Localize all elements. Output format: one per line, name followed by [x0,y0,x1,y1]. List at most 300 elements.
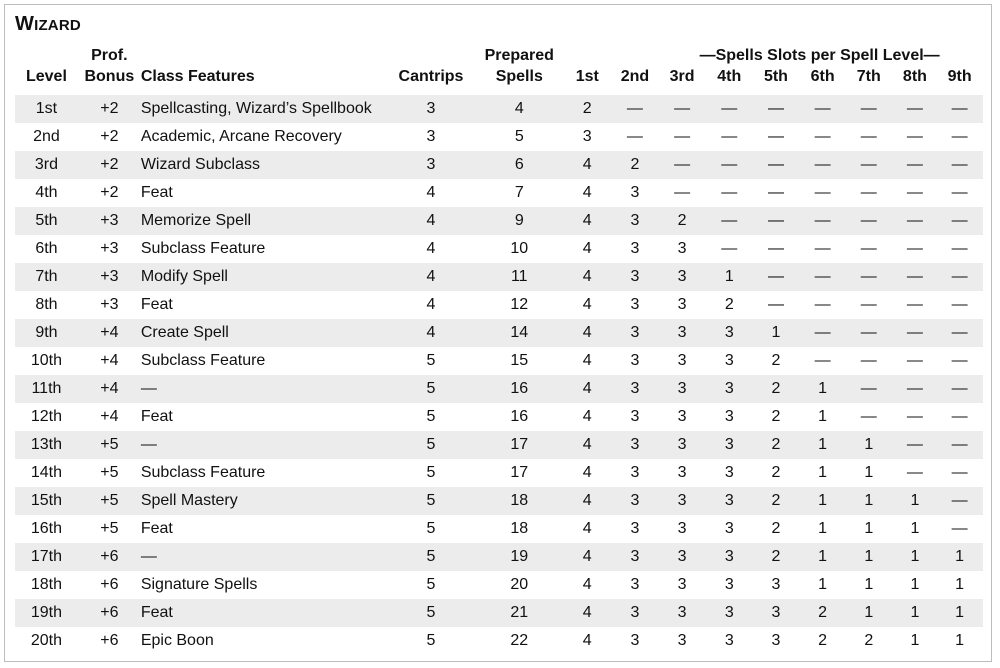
cell-cantrips: 4 [384,207,477,235]
cell-slot-1st: 3 [582,128,592,145]
cell-slot-6th: 1 [801,431,844,459]
cell-slot-1st: 4 [561,207,614,235]
cell-slot-8th: — [906,408,923,425]
table-header [15,45,983,95]
cell-slot-9th: — [951,408,968,425]
cell-cantrips: 3 [384,95,477,123]
cell-slot-7th: — [844,319,894,347]
cell-class-features: — [141,375,385,403]
cell-level: 20th [30,632,63,649]
cell-slot-8th: 1 [894,487,937,515]
cell-class-features: Spellcasting, Wizard’s Spellbook [141,95,385,123]
cell-slot-5th: 3 [751,599,802,627]
table-row [15,459,983,487]
header-slot-4th: 4th [717,68,742,85]
cell-prepared-spells: 4 [478,95,561,123]
cell-slot-4th: — [708,151,751,179]
cell-slot-5th: — [767,240,784,257]
table-row [15,151,983,179]
cell-prof-bonus: +2 [100,184,119,201]
header-spacer [141,45,385,66]
header-class-features: Class Features [140,68,255,85]
cell-slot-9th: — [936,207,983,235]
cell-prepared-spells: 22 [510,632,529,649]
cell-slot-2nd: 3 [630,576,640,593]
cell-class-features: Feat [140,408,173,425]
cell-slot-1st: 4 [561,375,614,403]
cell-prof-bonus: +3 [78,207,141,235]
cell-slot-4th: 3 [724,576,734,593]
cell-slot-5th: — [751,151,802,179]
cell-slot-3rd: 3 [656,263,708,291]
cell-slot-7th: — [860,128,877,145]
cell-slot-3rd: — [674,184,691,201]
cell-slot-5th: — [751,95,802,123]
table-row [15,375,983,403]
header-spacer [15,45,78,66]
cell-slot-3rd: 3 [677,240,687,257]
cell-slot-8th: — [906,240,923,257]
cell-slot-4th: 3 [724,464,734,481]
cell-slot-3rd: 3 [677,520,687,537]
cell-slot-7th: — [844,263,894,291]
cell-prof-bonus: +4 [78,319,141,347]
cell-slot-7th: — [860,408,877,425]
wizard-table-frame [4,4,992,662]
table-row [15,263,983,291]
cell-slot-5th: 1 [751,319,802,347]
table-row [15,599,983,627]
cell-slot-2nd: 3 [630,296,640,313]
cell-cantrips: 4 [426,184,436,201]
cell-prof-bonus: +5 [100,464,119,481]
cell-prof-bonus: +3 [78,263,141,291]
cell-slot-1st: 4 [582,520,592,537]
cell-slot-5th: — [751,263,802,291]
header-slot-8th: 8th [902,68,927,85]
cell-slot-8th: — [894,151,937,179]
cell-slot-1st: 4 [582,184,592,201]
table-row [15,431,983,459]
cell-slot-5th: 2 [751,543,802,571]
cell-slot-9th: — [951,240,968,257]
cell-slot-7th: — [860,352,877,369]
cell-slot-6th: 1 [818,576,828,593]
cell-slot-8th: — [894,263,937,291]
cell-slot-9th: — [936,431,983,459]
cell-level: 16th [30,520,63,537]
title-initial: W [15,13,35,35]
cell-prepared-spells: 9 [478,207,561,235]
cell-slot-8th: — [894,95,937,123]
cell-slot-2nd: — [626,128,643,145]
cell-slot-3rd: 3 [656,375,708,403]
cell-slot-2nd: 3 [614,599,657,627]
cell-slot-5th: 2 [751,487,802,515]
cell-slot-9th: — [951,128,968,145]
cell-level: 2nd [33,128,60,145]
cell-slot-5th: 2 [771,352,781,369]
table-title [15,13,81,36]
cell-slot-4th: 3 [724,632,734,649]
cell-slot-9th: — [951,464,968,481]
cell-slot-4th: 3 [708,599,751,627]
cell-slot-7th: — [844,151,894,179]
cell-level: 12th [30,408,63,425]
cell-class-features: Feat [141,599,385,627]
cell-slot-3rd: — [656,151,708,179]
cell-level: 5th [15,207,78,235]
cell-slot-1st: 4 [561,487,614,515]
cell-prepared-spells: 18 [510,520,529,537]
cell-slot-7th: — [844,375,894,403]
cell-slot-8th: — [906,184,923,201]
cell-slot-9th: 1 [936,543,983,571]
header-slot-9th: 9th [947,68,972,85]
cell-prof-bonus: +6 [78,599,141,627]
cell-slot-2nd: 2 [614,151,657,179]
table-row [15,179,983,207]
header-row-top [15,45,983,66]
cell-cantrips: 4 [384,319,477,347]
header-spacer [384,45,477,66]
cell-class-features: Feat [140,520,173,537]
cell-level: 11th [15,375,78,403]
cell-slot-6th: 1 [818,408,828,425]
cell-cantrips: 3 [384,151,477,179]
cell-cantrips: 5 [426,352,436,369]
cell-class-features: Wizard Subclass [141,151,385,179]
cell-prepared-spells: 20 [510,576,529,593]
cell-slot-1st: 4 [582,464,592,481]
cell-prof-bonus: +3 [100,296,119,313]
cell-slot-3rd: 3 [677,352,687,369]
cell-slot-4th: 3 [724,520,734,537]
cell-slot-5th: 3 [771,576,781,593]
cell-prepared-spells: 18 [478,487,561,515]
cell-slot-5th: — [767,128,784,145]
cell-slot-3rd: 3 [656,543,708,571]
cell-slot-9th: — [951,184,968,201]
cell-slot-5th: 2 [771,408,781,425]
header-slot-5th: 5th [763,68,788,85]
cell-prepared-spells: 15 [510,352,529,369]
cell-slot-7th: — [860,184,877,201]
cell-prof-bonus: +3 [100,240,119,257]
cell-slot-7th: 1 [844,487,894,515]
cell-slot-6th: — [814,184,831,201]
cell-slot-9th: — [936,95,983,123]
cell-slot-4th: 3 [708,375,751,403]
table-row [15,95,983,123]
cell-level: 1st [15,95,78,123]
cell-slot-6th: 2 [801,599,844,627]
cell-prof-bonus: +4 [78,375,141,403]
cell-level: 7th [15,263,78,291]
cell-slot-2nd: 3 [614,543,657,571]
cell-slot-1st: 4 [582,296,592,313]
table-row [15,571,983,599]
cell-level: 15th [15,487,78,515]
cell-slot-4th: — [721,128,738,145]
cell-cantrips: 5 [426,632,436,649]
cell-slot-4th: 3 [708,319,751,347]
header-slot-1st: 1st [575,68,599,85]
cell-cantrips: 4 [426,240,436,257]
cell-cantrips: 5 [426,576,436,593]
cell-slot-8th: — [894,375,937,403]
cell-slot-6th: 1 [818,464,828,481]
cell-slot-1st: 4 [561,431,614,459]
cell-slot-9th: 1 [936,599,983,627]
table-row [15,235,983,263]
cell-prof-bonus: +2 [78,151,141,179]
cell-prepared-spells: 16 [478,375,561,403]
cell-slot-8th: 1 [894,543,937,571]
cell-cantrips: 5 [384,543,477,571]
cell-prof-bonus: +4 [100,352,119,369]
cell-slot-2nd: 3 [630,240,640,257]
table-row [15,123,983,151]
cell-level: 10th [30,352,63,369]
header-slot-3rd: 3rd [669,68,695,85]
cell-slot-6th: — [814,352,831,369]
cell-slot-8th: 1 [894,599,937,627]
cell-slot-1st: 4 [582,240,592,257]
wizard-progression-table [15,45,983,655]
cell-slot-1st: 4 [582,576,592,593]
cell-slot-2nd: 3 [630,352,640,369]
cell-level: 4th [35,184,58,201]
cell-cantrips: 3 [426,128,436,145]
cell-slot-8th: — [906,464,923,481]
cell-slot-4th: 3 [724,352,734,369]
header-level: Level [25,68,67,85]
header-slots-caption: —Spells Slots per Spell Level— [699,47,940,64]
cell-slot-4th: 3 [708,543,751,571]
cell-cantrips: 5 [426,408,436,425]
cell-prof-bonus: +4 [100,408,119,425]
cell-slot-8th: — [906,128,923,145]
cell-slot-2nd: 3 [630,520,640,537]
cell-slot-4th: 3 [708,487,751,515]
cell-slot-5th: — [751,207,802,235]
cell-slot-1st: 4 [561,599,614,627]
cell-prepared-spells: 16 [510,408,529,425]
cell-slot-3rd: 3 [677,408,687,425]
cell-slot-2nd: 3 [630,184,640,201]
cell-prof-bonus: +5 [78,431,141,459]
cell-slot-1st: 4 [582,352,592,369]
cell-class-features: — [141,543,385,571]
cell-slot-3rd: 2 [656,207,708,235]
cell-class-features: Create Spell [141,319,385,347]
cell-slot-4th: 2 [724,296,734,313]
cell-prof-bonus: +2 [100,128,119,145]
cell-slot-3rd: 3 [656,487,708,515]
cell-class-features: Feat [140,296,173,313]
header-slot-7th: 7th [856,68,881,85]
cell-slot-5th: 2 [771,520,781,537]
cell-slot-4th: 3 [708,431,751,459]
cell-slot-9th: — [936,263,983,291]
cell-slot-9th: 1 [955,632,965,649]
cell-slot-6th: 1 [801,375,844,403]
cell-cantrips: 5 [384,375,477,403]
cell-prof-bonus: +6 [100,576,119,593]
header-slot-6th: 6th [810,68,835,85]
cell-slot-2nd: 3 [630,632,640,649]
table-row [15,543,983,571]
cell-class-features: Epic Boon [140,632,214,649]
cell-prepared-spells: 11 [478,263,561,291]
cell-prepared-spells: 6 [478,151,561,179]
cell-slot-9th: — [936,487,983,515]
cell-cantrips: 5 [426,464,436,481]
cell-slot-1st: 4 [561,319,614,347]
header-row-bottom [15,66,983,95]
cell-slot-6th: — [801,263,844,291]
table-row [15,207,983,235]
cell-slot-3rd: — [674,128,691,145]
cell-slot-8th: — [894,207,937,235]
cell-slot-2nd: 3 [614,487,657,515]
cell-level: 19th [15,599,78,627]
cell-cantrips: 4 [426,296,436,313]
header-prepared-line2: Spells [495,68,543,85]
cell-slot-5th: 2 [751,375,802,403]
cell-class-features: Subclass Feature [140,240,266,257]
cell-slot-4th: — [721,240,738,257]
cell-slot-4th: 3 [724,408,734,425]
cell-slot-8th: — [894,319,937,347]
cell-slot-3rd: 3 [677,296,687,313]
cell-slot-9th: — [936,151,983,179]
cell-slot-5th: — [767,296,784,313]
cell-slot-3rd: 3 [656,599,708,627]
cell-level: 18th [30,576,63,593]
cell-level: 9th [15,319,78,347]
cell-slot-5th: 2 [771,464,781,481]
cell-slot-4th: — [721,184,738,201]
cell-slot-9th: — [951,352,968,369]
cell-level: 8th [35,296,58,313]
header-prof-line1: Prof. [91,47,128,64]
cell-slot-2nd: — [614,95,657,123]
header-prof-line2: Bonus [84,68,135,85]
table-row [15,515,983,543]
cell-prepared-spells: 12 [510,296,529,313]
header-slot-2nd: 2nd [620,68,650,85]
cell-slot-1st: 4 [561,543,614,571]
table-row [15,347,983,375]
cell-level: 6th [35,240,58,257]
cell-slot-1st: 4 [561,263,614,291]
cell-slot-8th: — [894,431,937,459]
cell-slot-7th: 1 [864,520,874,537]
cell-slot-8th: — [906,352,923,369]
cell-prepared-spells: 17 [478,431,561,459]
cell-prepared-spells: 21 [478,599,561,627]
cell-slot-7th: — [860,296,877,313]
cell-slot-6th: 1 [818,520,828,537]
cell-slot-8th: 1 [910,632,920,649]
cell-level: 14th [30,464,63,481]
cell-slot-3rd: — [656,95,708,123]
cell-slot-6th: — [814,240,831,257]
cell-slot-3rd: 3 [677,576,687,593]
table-row [15,291,983,319]
cell-slot-9th: — [951,296,968,313]
cell-slot-2nd: 3 [614,375,657,403]
cell-class-features: Modify Spell [141,263,385,291]
cell-slot-3rd: 3 [677,632,687,649]
cell-slot-3rd: 3 [656,431,708,459]
cell-slot-3rd: 3 [656,319,708,347]
cell-slot-4th: — [708,207,751,235]
cell-slot-6th: — [801,95,844,123]
cell-prof-bonus: +2 [78,95,141,123]
cell-prof-bonus: +6 [100,632,119,649]
cell-prepared-spells: 5 [514,128,524,145]
cell-slot-6th: 1 [801,487,844,515]
cell-slot-1st: 4 [582,408,592,425]
cell-slot-2nd: 3 [630,408,640,425]
cell-slot-7th: 1 [844,431,894,459]
cell-slot-7th: 2 [864,632,874,649]
cell-slot-7th: — [844,207,894,235]
table-row [15,487,983,515]
cell-slot-8th: — [906,296,923,313]
cell-slot-5th: 2 [751,431,802,459]
cell-prepared-spells: 19 [478,543,561,571]
cell-cantrips: 5 [384,431,477,459]
cell-prof-bonus: +6 [78,543,141,571]
cell-prepared-spells: 14 [478,319,561,347]
cell-slot-6th: — [801,151,844,179]
cell-level: 17th [15,543,78,571]
cell-level: 3rd [15,151,78,179]
cell-class-features: — [141,431,385,459]
cell-slot-6th: — [801,319,844,347]
cell-slot-7th: — [860,240,877,257]
cell-slot-2nd: 3 [614,319,657,347]
table-body [15,95,983,655]
cell-cantrips: 5 [384,487,477,515]
cell-slot-2nd: 3 [614,207,657,235]
cell-level: 13th [15,431,78,459]
header-prepared-line1: Prepared [484,47,554,64]
cell-prof-bonus: +5 [100,520,119,537]
table-row [15,627,983,655]
cell-slot-9th: — [936,375,983,403]
cell-class-features: Subclass Feature [140,352,266,369]
cell-class-features: Subclass Feature [140,464,266,481]
cell-slot-1st: 4 [582,632,592,649]
cell-slot-1st: 4 [561,151,614,179]
cell-slot-6th: — [814,128,831,145]
cell-slot-6th: — [801,207,844,235]
cell-prepared-spells: 10 [510,240,529,257]
cell-slot-8th: 1 [910,520,920,537]
cell-slot-7th: 1 [864,576,874,593]
table-row [15,319,983,347]
cell-class-features: Feat [140,184,173,201]
cell-prof-bonus: +5 [78,487,141,515]
cell-slot-7th: — [844,95,894,123]
cell-slot-6th: 1 [801,543,844,571]
cell-slot-6th: 2 [818,632,828,649]
